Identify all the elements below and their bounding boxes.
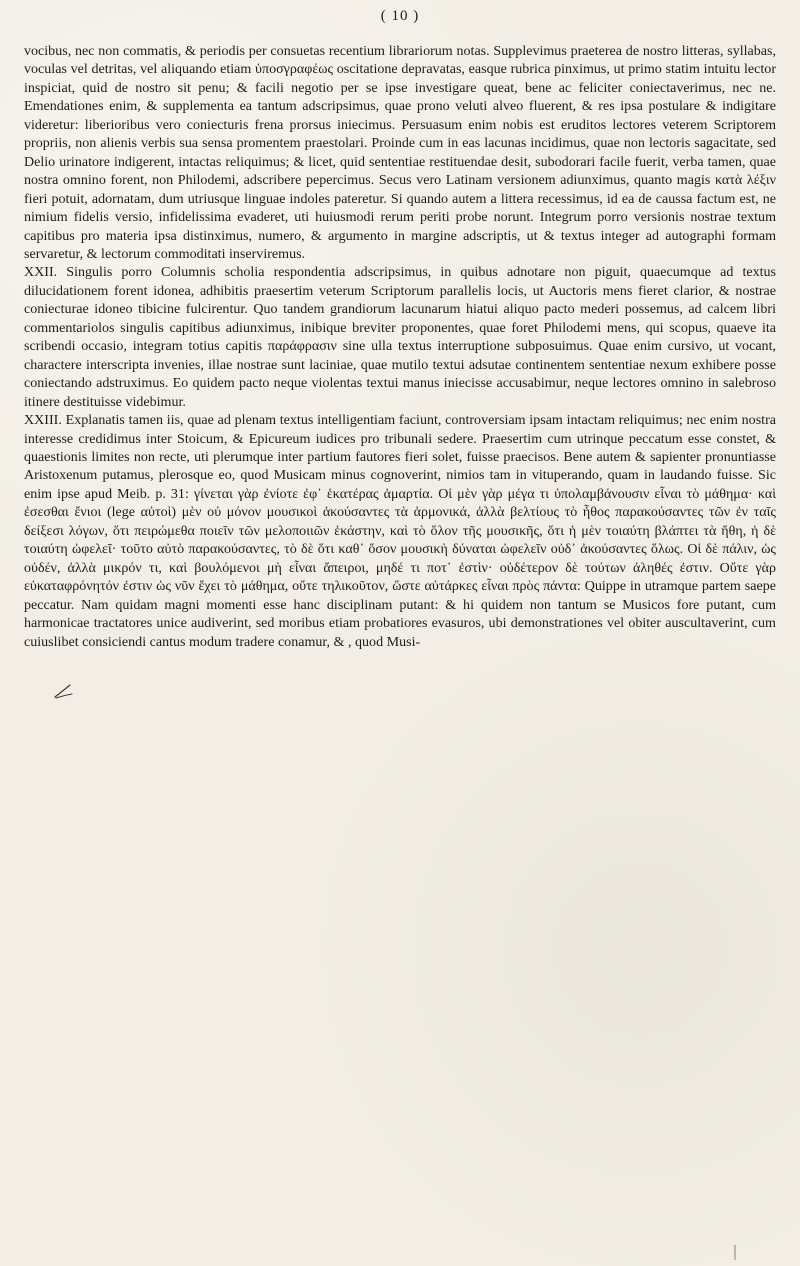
footer-mark-icon [730,1244,740,1262]
marginal-mark-icon [52,682,74,702]
main-text-block [24,42,776,651]
paragraph-2: XXII. Singulis porro Columnis scholia respondentia adscripsimus, in quibus adnotare non piguit, quaecumque ad textus dilucidationem forent idonea, adhibitis praesertim veterum Scriptorum parallelis locis, ut Auctoris mens fieret clarior, & nostrae coniecturae idoneo tibicine fulcirentur. Quo tandem grandiorum lacunarum hiatui aliquo pacto mederi possemus, ad calcem libri commentariolos singulis capitibus adiunximus, inibique breviter proponentes, quae foret Philodemi mens, qui scopus, quaeve ita scribendi occasio, integram totius capitis παράφρασιν sine ulla textus interruptione subposuimus. Quae enim cursivo, ut vocant, charactere interscripta invenies, illae nostrae sunt laciniae, quae mutilo textui adsutae continentem sententiae nexum exhibere posse coniectando adstruximus. Eo quidem pacto neque violentas textui manus iniecisse accusabimur, neque lectores omnino in salebroso itinere destituisse videbimur. [24,264,776,410]
paragraph-1: vocibus, nec non commatis, & periodis per consuetas recentium librariorum notas. Supplevimus praeterea de nostro litteras, syllabas, voculas vel detritas, vel aliquando etiam ὑποσγραφέως oscitatione depravatas, easque rubrica pinximus, ut primo statim intuitu lector inspiciat, quid de nostro sit penu; & facili negotio per se ipse investigare queat, bene ac feliciter coniectaverimus, nec ne. Emendationes enim, & supplementa ea tantum adscripsimus, quae prono veluti alveo fluerent, & res ipsa postulare & indigitare videretur: liberioribus vero coniecturis frena prorsus iniecimus. Persuasum enim nobis est eruditos lectores veterem Scriptorem propriis, non alienis verbis sua sensa promentem praestolari. Proinde cum in eas lacunas incidimus, quae non lectoris sagacitate, sed Delio urinatore indigerent, intactas reliquimus; & licet, quid sententiae restituendae desit, subodorari facile fuerit, verba tamen, quae nostra omnino forent, non Philodemi, adscribere pepercimus. Secus vero Latinam versionem adiunximus, quanto magis κατὰ λέξιν fieri potuit, adornatam, dum utriusque linguae indoles pateretur. Si quando autem a littera recessimus, id ea de caussa factum est, ne nimium fidelis versio, infidelissima evaderet, uti huiusmodi rerum periti probe norunt. Integrum porro versionis nostrae textum capitibus pro materia ipsa distinximus, numero, & argumento in margine adscriptis, ut & textus integer ad autographi formam servaretur, & lectorum commoditati inserviremus. [24,43,776,262]
paragraph-3: XXIII. Explanatis tamen iis, quae ad plenam textus intelligentiam faciunt, controversiam ipsam intactam reliquimus; nec enim nostra interesse credidimus inter Stoicum, & Epicureum iudices pro tribunali sedere. Praesertim cum utrinque peccatum esse constet, & quaestionis limites non recte, uti plerumque inter partium fautores fieri solet, fuisse praecisos. Bene autem & sapienter pronuntiasse Aristoxenum putamus, plerosque eo, quod Musicam minus cognoverint, nimios tam in vituperando, quam in laudando fuisse. Sic enim ipse apud Meib. p. 31: γίνεται γὰρ ἐνίοτε ἐφ᾽ ἑκατέρας ἁμαρτία. Οἱ μὲν γὰρ μέγα τι ὑπολαμβάνουσιν εἶναι τὸ μάθημα· καὶ ἐσεσθαι ἔνιοι (lege αὐτοὶ) μὲν οὐ μόνον μουσικοὶ ἀκούσαντες τὰ ἁρμονικά, ἀλλὰ βελτίους τὸ ἦθος παρακούσαντες τῶν ἐν ταῖς δείξεσι λόγων, ὅτι πειρώμεθα ποιεῖν τῶν μελοποιιῶν ἑκάστην, καὶ τὸ ὅλον τῆς μουσικῆς, ὅτι ἡ μὲν τοιαύτη βλάπτει τὰ ἤθη, ἡ δὲ τοιαύτη ὠφελεῖ· τοῦτο αὐτὸ παρακούσαντες, τὸ δὲ ὅτι καθ᾽ ὅσον μουσικὴ δύναται ὠφελεῖν οὐδ᾽ ἀκούσαντες ὅλως. Οἱ δὲ πάλιν, ὡς οὐδέν, ἀλλὰ μικρόν τι, καὶ βουλόμενοι μὴ εἶναι ἄπειροι, μηδέ τι ποτ᾽ ἐστὶν· οὐδέτερον δὲ τούτων ἀληθές ἐστιν. Οὔτε γὰρ εὐκαταφρόνητόν ἐστιν ὡς νῦν ἔχει τὸ μάθημα, οὔτε τηλικοῦτον, ὥστε αὐτάρκες εἶναι πρὸς πάντα: Quippe in utramque partem saepe peccatur. Nam quidam magni momenti esse hanc disciplinam putant: & hi quidem non tantum se Musicos fore putant, cum harmonicae tractatores unice audiverint, sed moribus etiam probatiores evasuros, ubi demonstrationes vel obiter auscultaverint, cum cuiuslibet consiciendi cantus modum tradere conamur, & , quod Musi- [24,412,776,650]
page-number: ( 10 ) [380,8,420,24]
